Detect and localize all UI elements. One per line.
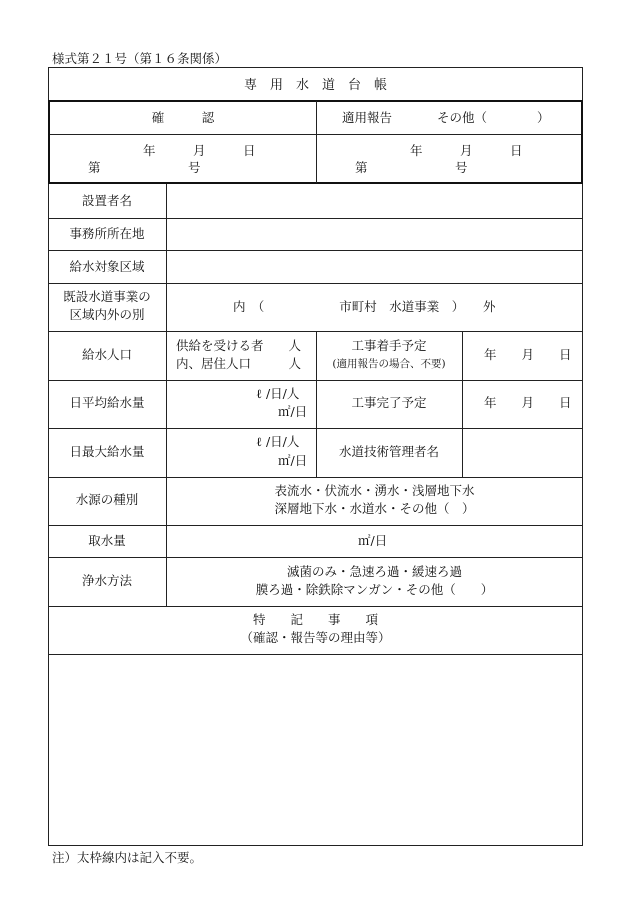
row-line [48,525,583,526]
form-title: 専 用 水 道 台 帳 [243,78,387,93]
supply-area-label: 給水対象区域 [69,259,145,274]
remarks-area [49,655,582,845]
purification-options-2: 膜ろ過・除鉄除マンガン・その他（ ） [255,582,494,597]
right-col-line [462,331,463,477]
daily-avg-unit-person: ℓ /日/人 [256,386,300,401]
office-box-hline [50,134,581,135]
population-recipients: 供給を受ける者 人 [176,338,302,353]
existing-area-label-2: 区域内外の別 [69,307,145,322]
daily-avg-unit-total: ㎡/日 [278,404,308,419]
engineer-label: 水道技術管理者名 [338,444,439,459]
water-source-options-1: 表流水・伏流水・湧水・浅層地下水 [274,483,475,498]
row-line [48,250,583,251]
water-source-label: 水源の種別 [75,492,139,507]
office-box-divider [316,101,317,183]
population-residents: 内、居住人口 人 [176,356,302,371]
remarks-title: 特 記 事 項 [252,612,378,627]
row-line [48,606,583,607]
row-line [48,557,583,558]
sonota-label: その他（ ） [437,110,550,125]
construction-start-date: 年 月 日 [484,347,572,362]
label-col-line [166,184,167,606]
daily-max-unit-person: ℓ /日/人 [256,434,300,449]
construction-start-note: (適用報告の場合、不要) [332,358,446,370]
date-right: 年 月 日 [410,143,523,158]
construction-start-label: 工事着手予定 [351,338,427,353]
existing-area-label-1: 既設水道事業の [63,289,151,304]
intake-label: 取水量 [88,533,126,548]
footnote: 注）太枠線内は記入不要。 [52,850,203,865]
kakunin-label: 確 認 [151,110,215,125]
daily-avg-label: 日平均給水量 [69,395,145,410]
number-left: 第 号 [88,160,201,175]
existing-area-value: 内 （ 市町村 水道事業 ） 外 [233,299,496,314]
daily-max-label: 日最大給水量 [69,444,145,459]
row-line [48,283,583,284]
construction-end-label: 工事完了予定 [351,395,427,410]
remarks-subtitle: （確認・報告等の理由等） [240,630,391,645]
office-address-label: 事務所所在地 [69,226,145,241]
daily-max-unit-total: ㎡/日 [278,453,308,468]
tekiyou-label: 適用報告 [342,110,393,125]
row-line [48,477,583,478]
installer-label: 設置者名 [81,193,132,208]
form-number: 様式第２１号（第１６条関係） [52,51,228,66]
population-label: 給水人口 [81,347,132,362]
row-line [48,218,583,219]
date-left: 年 月 日 [143,143,256,158]
purification-label: 浄水方法 [81,573,132,588]
intake-unit: ㎡/日 [358,533,388,548]
purification-options-1: 滅菌のみ・急速ろ過・緩速ろ過 [286,564,462,579]
water-source-options-2: 深層地下水・水道水・その他（ ） [274,501,475,516]
construction-end-date: 年 月 日 [484,395,572,410]
number-right: 第 号 [355,160,468,175]
